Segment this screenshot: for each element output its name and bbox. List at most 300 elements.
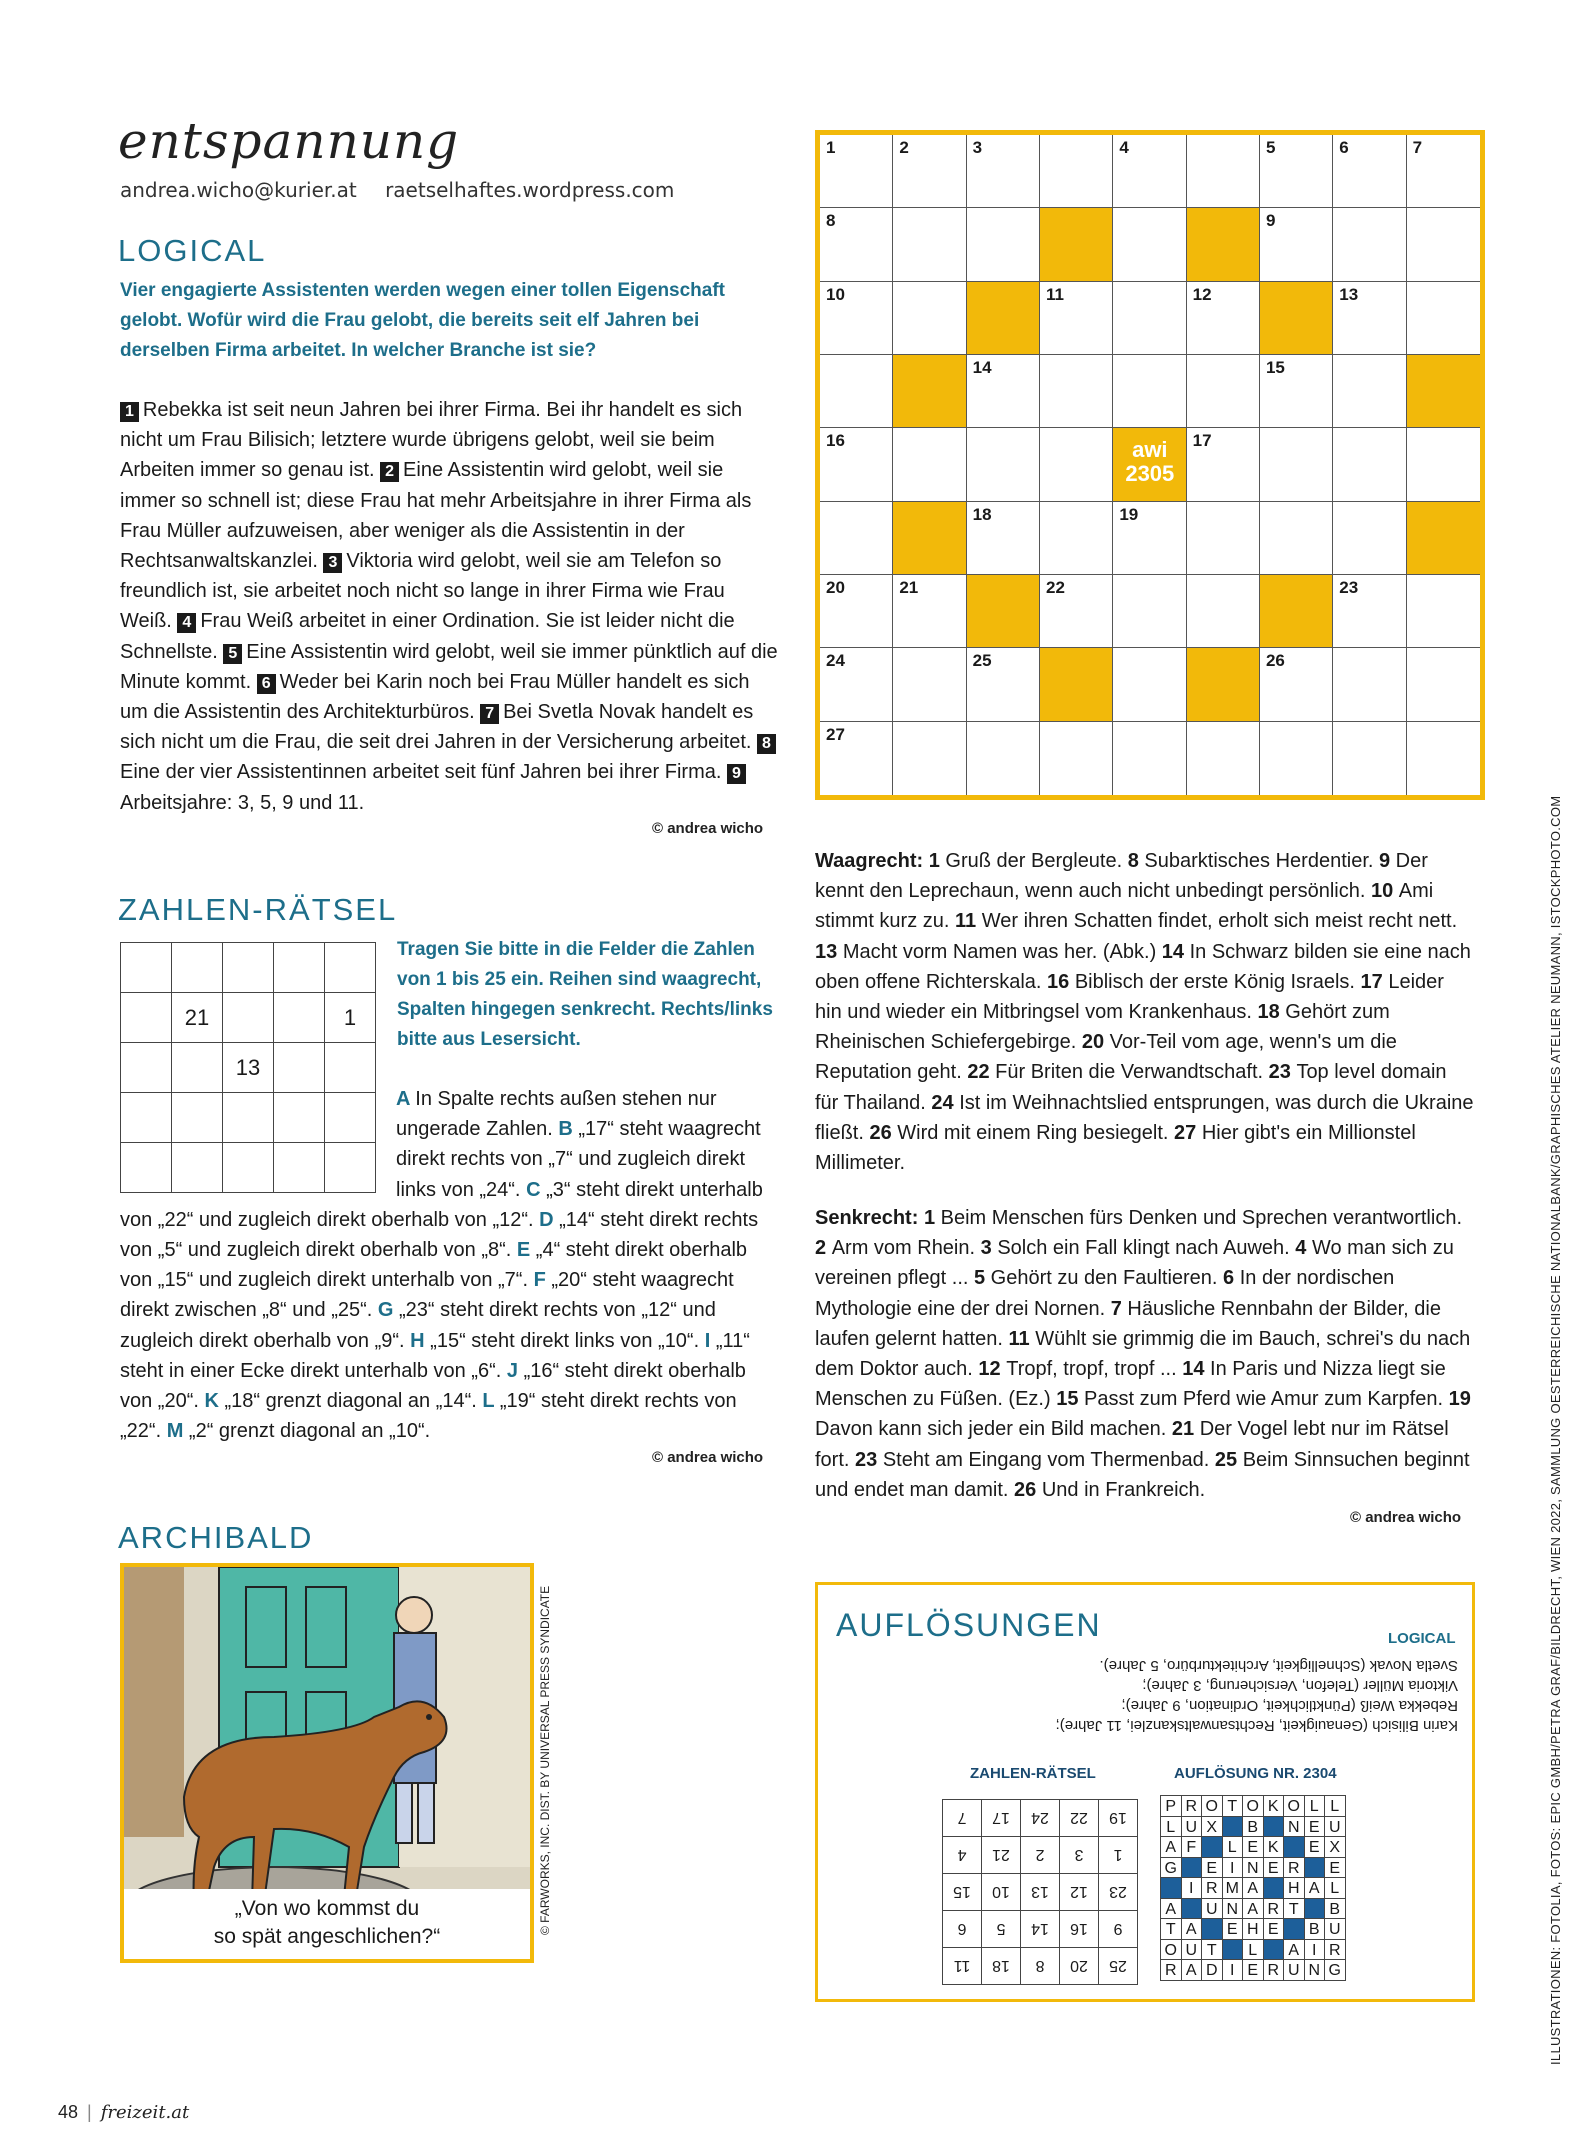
solution-zahlen-cell: 21 xyxy=(981,1836,1021,1874)
crossword-cell[interactable] xyxy=(1113,282,1186,355)
crossword-cell[interactable] xyxy=(1113,575,1186,648)
clue-number: 24 xyxy=(931,1091,960,1114)
crossword-cell[interactable] xyxy=(1407,648,1480,721)
clue-text: Wo man sich zu vereinen pflegt ... xyxy=(815,1237,1454,1290)
cell-number: 24 xyxy=(826,651,845,671)
zahlen-cell[interactable]: 13 xyxy=(222,1042,274,1093)
crossword-cell[interactable] xyxy=(820,502,893,575)
cell-number: 16 xyxy=(826,431,845,451)
crossword-cell[interactable] xyxy=(1113,355,1186,428)
solution-zahlen-cell: 5 xyxy=(981,1910,1021,1948)
clue-number: 27 xyxy=(1174,1121,1202,1144)
solution-zahlen-cell: 6 xyxy=(942,1910,982,1948)
crossword-cell[interactable] xyxy=(1333,135,1406,208)
solution-zahlen-cell: 25 xyxy=(1098,1947,1138,1985)
crossword-cell[interactable] xyxy=(1187,355,1260,428)
solution-block xyxy=(1201,1836,1223,1858)
zahlen-clue-text: „23“ steht direkt rechts von „12“ und zugleich direkt oberhalb von „9“. xyxy=(120,1299,716,1352)
clue-text: Beim Menschen fürs Denken und Sprechen verantwortlich. xyxy=(940,1207,1463,1229)
crossword-cell[interactable] xyxy=(1407,208,1480,281)
logical-title: LOGICAL xyxy=(118,233,267,268)
crossword-grid[interactable] xyxy=(815,130,1485,800)
solution-block xyxy=(1181,1898,1203,1920)
solution-block xyxy=(1263,1939,1285,1961)
logical-clue-text: Eine der vier Assistentinnen arbeitet seit fünf Jahren bei ihrer Firma. xyxy=(120,761,727,784)
solution-letter: X xyxy=(1324,1836,1346,1858)
solution-letter: I xyxy=(1181,1877,1203,1899)
logical-clue-text: Viktoria wird gelobt, weil sie am Telefon so freundlich ist, sie arbeitet noch nicht so lange in ihrer Firma wie Frau Weiß. xyxy=(120,550,725,633)
clue-number: 8 xyxy=(1127,850,1145,872)
crossword-cell[interactable] xyxy=(1407,428,1480,501)
crossword-block xyxy=(1040,648,1113,721)
crossword-cell[interactable] xyxy=(1040,575,1113,648)
clue-number: 4 xyxy=(1295,1237,1312,1260)
solution-zahlen-cell: 20 xyxy=(1059,1947,1099,1985)
zahlen-cell[interactable] xyxy=(120,992,172,1043)
solution-letter: B xyxy=(1304,1918,1326,1940)
crossword-cell[interactable] xyxy=(1040,135,1113,208)
solution-letter: A xyxy=(1181,1959,1203,1981)
crossword-cell[interactable] xyxy=(1333,575,1406,648)
zahlen-clue-text: „16“ steht direkt oberhalb von „20“. xyxy=(120,1359,746,1413)
crossword-cell[interactable] xyxy=(1407,282,1480,355)
clue-number: 14 xyxy=(1161,940,1190,963)
zahlen-copyright: © andrea wicho xyxy=(652,1449,764,1466)
zahlen-clue-text: In Spalte rechts außen stehen nur ungerade Zahlen. xyxy=(396,1088,717,1141)
solution-letter: M xyxy=(1222,1877,1244,1899)
cell-number: 27 xyxy=(826,724,845,744)
clue-number: 1 xyxy=(923,1207,941,1229)
cell-number: 18 xyxy=(972,504,992,524)
solution-zahlen-cell: 16 xyxy=(1059,1910,1099,1948)
clue-number: 2 xyxy=(815,1237,832,1260)
clue-text: Wird mit einem Ring besiegelt. xyxy=(897,1121,1175,1144)
solution-letter: L xyxy=(1160,1816,1182,1838)
solution-block xyxy=(1160,1877,1182,1899)
zahlen-clue-text: „3“ steht direkt unterhalb von „22“ und zugleich direkt oberhalb von „12“. xyxy=(120,1178,763,1231)
cell-number: 13 xyxy=(1339,284,1359,304)
crossword-cell[interactable] xyxy=(1407,575,1480,648)
solution-letter: U xyxy=(1283,1959,1305,1981)
clue-text: Wühlt sie grimmig die im Bauch, schrei's du nach dem Doktor auch. xyxy=(815,1327,1471,1381)
solution-letter: I xyxy=(1304,1939,1326,1961)
clue-text: Solch ein Fall klingt nach Auweh. xyxy=(997,1237,1296,1260)
solution-letter: U xyxy=(1201,1898,1223,1920)
crossword-cell[interactable] xyxy=(1040,282,1113,355)
solution-block xyxy=(1181,1857,1203,1879)
zahlen-title: ZAHLEN-RÄTSEL xyxy=(118,892,398,927)
crossword-cell[interactable] xyxy=(1187,722,1260,795)
clue-text: Wer ihren Schatten findet, erholt sich meist recht nett. xyxy=(981,910,1458,933)
clue-number: 5 xyxy=(973,1267,991,1290)
cell-number: 2 xyxy=(899,138,909,157)
crossword-cell[interactable] xyxy=(1407,722,1480,795)
solution-block xyxy=(1263,1877,1285,1899)
clue-number: 14 xyxy=(1182,1358,1211,1381)
solution-letter: L xyxy=(1222,1836,1244,1858)
crossword-block xyxy=(1260,282,1333,355)
zahlen-cell[interactable] xyxy=(273,942,325,993)
crossword-cell[interactable] xyxy=(1187,135,1260,208)
solution-letter: A xyxy=(1242,1877,1264,1899)
solution-letter: U xyxy=(1324,1816,1346,1838)
solution-letter: P xyxy=(1160,1795,1182,1817)
crossword-block xyxy=(1260,575,1333,648)
solution-line: Rebekka Weiß (Pünktlichkeit, Ordination, 9 Jahre); xyxy=(1121,1697,1458,1714)
logical-clue-number: 3 xyxy=(323,553,342,573)
clue-text: Biblisch der erste König Israels. xyxy=(1074,970,1361,993)
clue-number: 15 xyxy=(1056,1388,1085,1411)
zahlen-clue-key: I xyxy=(704,1329,716,1352)
crossword-cell[interactable] xyxy=(967,355,1040,428)
crossword-cell[interactable] xyxy=(1260,502,1333,575)
clue-number: 26 xyxy=(869,1121,898,1144)
solution-letter: A xyxy=(1283,1939,1305,1961)
zahlen-clue-text: „2“ grenzt diagonal an „10“. xyxy=(188,1420,431,1443)
cell-number: 14 xyxy=(972,357,992,377)
cell-number: 25 xyxy=(972,651,992,671)
crossword-cell[interactable] xyxy=(1040,502,1113,575)
solution-letter: L xyxy=(1304,1795,1326,1817)
clue-number: 19 xyxy=(1448,1388,1471,1411)
crossword-cell[interactable] xyxy=(1260,355,1333,428)
clue-text: Gehört zu den Faultieren. xyxy=(990,1267,1224,1290)
zahlen-clue-key: D xyxy=(539,1208,560,1231)
crossword-cell[interactable] xyxy=(1333,722,1406,795)
clue-text: In der nordischen Mythologie eine der drei Nornen. xyxy=(815,1267,1395,1320)
crossword-cell[interactable] xyxy=(1333,648,1406,721)
solution-letter: R xyxy=(1324,1939,1346,1961)
crossword-block xyxy=(893,355,966,428)
crossword-cell[interactable] xyxy=(893,648,966,721)
crossword-cell[interactable] xyxy=(820,722,893,795)
clue-number: 7 xyxy=(1110,1297,1128,1320)
caption-line-1: „Von wo kommst du xyxy=(234,1897,420,1920)
solution-letter: D xyxy=(1201,1959,1223,1981)
solution-zahlen-cell: 23 xyxy=(1098,1873,1138,1911)
solutions-box xyxy=(815,1582,1475,2002)
cell-number: 22 xyxy=(1045,577,1065,597)
solution-letter: E xyxy=(1324,1857,1346,1879)
clue-number: 6 xyxy=(1223,1267,1240,1290)
clue-number: 13 xyxy=(815,940,843,963)
solution-letter: A xyxy=(1160,1898,1182,1920)
zahlen-clue-text: „17“ steht waagrecht direkt rechts von „7“ und zugleich direkt links von „24“. xyxy=(396,1118,761,1201)
solution-letter: R xyxy=(1283,1857,1305,1879)
logical-clue-number: 7 xyxy=(480,704,499,724)
crossword-cell[interactable] xyxy=(1333,428,1406,501)
solution-letter: I xyxy=(1222,1857,1244,1879)
cell-number: 20 xyxy=(826,577,845,597)
clue-number: 25 xyxy=(1214,1448,1243,1471)
crossword-cell[interactable] xyxy=(1040,722,1113,795)
solution-letter: A xyxy=(1181,1918,1203,1940)
logical-clues xyxy=(120,395,780,818)
crossword-cell[interactable] xyxy=(893,282,966,355)
clue-number: 23 xyxy=(855,1448,883,1471)
crossword-cell[interactable] xyxy=(1113,208,1186,281)
crossword-cell[interactable] xyxy=(1187,575,1260,648)
crossword-cell[interactable] xyxy=(1260,208,1333,281)
logical-clue-text: Arbeitsjahre: 3, 5, 9 und 11. xyxy=(120,791,365,814)
solution-letter: K xyxy=(1263,1836,1285,1858)
cell-number: 3 xyxy=(972,138,983,157)
zahlen-clue-key: K xyxy=(204,1390,225,1413)
solution-zahlen-cell: 3 xyxy=(1059,1836,1099,1874)
solution-letter: I xyxy=(1222,1959,1244,1981)
cell-number: 11 xyxy=(1045,284,1064,304)
zahlen-intro: Tragen Sie bitte in die Felder die Zahlen von 1 bis 25 ein. Reihen sind waagrecht, Spalten hingegen senkrecht. Rechts/links bitte aus Lesersicht. xyxy=(397,939,773,1050)
logical-clue-number: 2 xyxy=(380,462,399,482)
zahlen-clue-text: „20“ steht waagrecht direkt zwischen „8“ und „25“. xyxy=(120,1269,734,1322)
clue-text: Arm vom Rhein. xyxy=(831,1237,981,1260)
clue-text: Ami stimmt kurz zu. xyxy=(815,880,1434,933)
solution-letter: R xyxy=(1263,1959,1285,1981)
zahlen-cell[interactable] xyxy=(273,992,325,1043)
cell-number: 21 xyxy=(899,577,919,597)
crossword-cell[interactable] xyxy=(820,648,893,721)
solution-letter: K xyxy=(1263,1795,1285,1817)
archibald-title: ARCHIBALD xyxy=(118,1520,314,1555)
solutions-prev-label: AUFLÖSUNG NR. 2304 xyxy=(1174,1765,1337,1782)
crossword-cell[interactable] xyxy=(1333,208,1406,281)
solutions-logical-label: LOGICAL xyxy=(1388,1630,1456,1647)
crossword-cell[interactable] xyxy=(1260,135,1333,208)
crossword-cell[interactable] xyxy=(967,722,1040,795)
cell-number: 1 xyxy=(826,138,836,157)
crossword-cell[interactable] xyxy=(1113,502,1186,575)
solution-zahlen-cell: 7 xyxy=(942,1799,982,1837)
solution-letter: A xyxy=(1304,1877,1326,1899)
crossword-cell[interactable] xyxy=(1260,648,1333,721)
cell-number: 4 xyxy=(1119,138,1129,157)
solution-letter: O xyxy=(1201,1795,1223,1817)
clue-number: 1 xyxy=(928,850,946,872)
solution-zahlen-cell: 24 xyxy=(1020,1799,1060,1837)
zahlen-clue-key: M xyxy=(166,1420,189,1443)
senkrecht-clues xyxy=(815,1203,1475,1505)
crossword-cell[interactable] xyxy=(893,428,966,501)
zahlen-clue-key: C xyxy=(526,1178,547,1201)
crossword-block xyxy=(967,575,1040,648)
crossword-cell[interactable] xyxy=(1113,428,1186,501)
solution-letter: T xyxy=(1201,1939,1223,1961)
crossword-cell[interactable] xyxy=(967,648,1040,721)
zahlen-clue-key: J xyxy=(506,1359,524,1382)
website-link[interactable]: raetselhaftes.wordpress.com xyxy=(385,178,675,202)
solution-zahlen-cell: 8 xyxy=(1020,1947,1060,1985)
solution-letter: B xyxy=(1324,1898,1346,1920)
clue-text: In Paris und Nizza liegt sie Menschen zu Füßen. (Ez.) xyxy=(815,1358,1446,1411)
crossword-cell[interactable] xyxy=(1040,355,1113,428)
crossword-cell[interactable] xyxy=(1113,722,1186,795)
solution-zahlen-cell: 13 xyxy=(1020,1873,1060,1911)
zahlen-cell[interactable]: 1 xyxy=(324,992,376,1043)
zahlen-clue-text: „14“ steht direkt rechts von „5“ und zugleich direkt oberhalb von „8“. xyxy=(120,1208,759,1262)
clue-text: Häusliche Rennbahn der Bilder, die laufen gelernt hatten. xyxy=(815,1297,1441,1350)
crossword-cell[interactable] xyxy=(820,355,893,428)
crossword-cell[interactable] xyxy=(1187,428,1260,501)
solution-letter: T xyxy=(1160,1918,1182,1940)
cell-number: 9 xyxy=(1265,211,1276,231)
solution-letter: N xyxy=(1222,1898,1244,1920)
crossword-cell[interactable] xyxy=(1407,135,1480,208)
crossword-cell[interactable] xyxy=(1187,502,1260,575)
code-line-1: awi xyxy=(1132,437,1168,463)
zahlen-cell[interactable] xyxy=(324,942,376,993)
crossword-block xyxy=(1187,648,1260,721)
zahlen-cell[interactable] xyxy=(171,942,223,993)
solutions-zahlen-grid xyxy=(938,1795,1138,1985)
solutions-prev-grid xyxy=(1160,1795,1350,1985)
crossword-block xyxy=(1407,502,1480,575)
solution-letter: G xyxy=(1160,1857,1182,1879)
solutions-logical-text xyxy=(1008,1655,1458,1735)
clue-number: 17 xyxy=(1360,970,1389,993)
side-credit: ILLUSTRATIONEN: FOTOLIA, FOTOS: EPIC GMBH/PETRA GRAF/BILDRECHT, WIEN 2022, SAMMLUNG OESTERREICHISCHE NATIONALBANK/GRAPHISCHES ATELIER NEUMANN, ISTOCKPHOTO.COM xyxy=(1548,795,1563,2065)
solution-block xyxy=(1304,1857,1326,1879)
zahlen-cell[interactable] xyxy=(222,942,274,993)
solution-letter: R xyxy=(1181,1795,1203,1817)
solution-letter: E xyxy=(1304,1836,1326,1858)
solution-letter: R xyxy=(1263,1898,1285,1920)
crossword-cell[interactable] xyxy=(820,282,893,355)
grid-spacer xyxy=(120,1084,396,1202)
logical-clue-number: 1 xyxy=(120,402,139,422)
crossword-cell[interactable] xyxy=(893,722,966,795)
solutions-title: AUFLÖSUNGEN xyxy=(836,1607,1102,1643)
crossword-cell[interactable] xyxy=(1260,722,1333,795)
clue-text: Gruß der Bergleute. xyxy=(945,850,1128,872)
crossword-cell[interactable] xyxy=(1113,648,1186,721)
zahlen-clue-key: B xyxy=(558,1118,579,1141)
cell-number: 26 xyxy=(1265,651,1285,671)
clue-text: Und in Frankreich. xyxy=(1041,1478,1206,1501)
cell-number: 10 xyxy=(826,284,845,304)
crossword-cell[interactable] xyxy=(1113,135,1186,208)
crossword-cell[interactable] xyxy=(820,135,893,208)
crossword-cell[interactable] xyxy=(967,502,1040,575)
crossword-cell[interactable] xyxy=(893,208,966,281)
cell-number: 17 xyxy=(1192,431,1212,451)
zahlen-clue-key: E xyxy=(516,1239,536,1262)
solution-letter: L xyxy=(1324,1795,1346,1817)
crossword-cell[interactable] xyxy=(893,575,966,648)
clue-text: Gehört zum Rheinischen Schiefergebirge. xyxy=(815,1001,1390,1054)
zahlen-cell[interactable] xyxy=(120,942,172,993)
solution-letter: L xyxy=(1324,1877,1346,1899)
crossword-code xyxy=(1113,438,1186,486)
solution-zahlen-cell: 1 xyxy=(1098,1836,1138,1874)
cartoon-credit: © FARWORKS, INC. DIST. BY UNIVERSAL PRESS SYNDICATE xyxy=(538,1585,552,1935)
cell-number: 12 xyxy=(1192,284,1212,304)
solution-letter: T xyxy=(1283,1898,1305,1920)
clue-text: Subarktisches Herdentier. xyxy=(1144,850,1379,872)
clue-text: Steht am Eingang vom Thermenbad. xyxy=(882,1448,1215,1471)
crossword-cell[interactable] xyxy=(1187,282,1260,355)
zahlen-cell[interactable] xyxy=(222,992,274,1043)
solution-letter: B xyxy=(1242,1816,1264,1838)
solution-block xyxy=(1201,1918,1223,1940)
cell-number: 15 xyxy=(1265,357,1285,377)
solution-block xyxy=(1304,1898,1326,1920)
clue-number: 20 xyxy=(1081,1031,1110,1054)
crossword-cell[interactable] xyxy=(893,135,966,208)
solution-block xyxy=(1263,1816,1285,1838)
clue-text: Beim Sinnsuchen beginnt und endet man damit. xyxy=(815,1448,1470,1501)
solution-letter: O xyxy=(1160,1939,1182,1961)
solution-letter: T xyxy=(1222,1795,1244,1817)
clue-number: 12 xyxy=(978,1358,1007,1381)
crossword-cell[interactable] xyxy=(820,575,893,648)
clue-text: In Schwarz bilden sie eine nach oben offene Richterskala. xyxy=(815,940,1471,993)
page-number: 48 xyxy=(58,2102,79,2122)
logical-clue-text: Bei Svetla Novak handelt es sich nicht um die Frau, die seit drei Jahren in der Versicherung arbeitet. xyxy=(120,701,757,754)
solution-letter: E xyxy=(1263,1918,1285,1940)
logical-intro: Vier engagierte Assistenten werden wegen einer tollen Eigenschaft gelobt. Wofür wird die Frau gelobt, die bereits seit elf Jahren bei derselben Firma arbeitet. In welcher Branche ist sie? xyxy=(120,280,726,361)
crossword-cell[interactable] xyxy=(820,428,893,501)
solution-block xyxy=(1222,1816,1244,1838)
crossword-cell[interactable] xyxy=(967,135,1040,208)
clue-text: Hier gibt's ein Millionstel Millimeter. xyxy=(815,1121,1416,1175)
crossword-cell[interactable] xyxy=(1333,282,1406,355)
clue-text: Für Briten die Verwandtschaft. xyxy=(995,1061,1269,1084)
solution-block xyxy=(1283,1836,1305,1858)
crossword-block xyxy=(1187,208,1260,281)
logical-clue-number: 4 xyxy=(177,613,196,633)
solution-line: Karin Bilisich (Genauigkeit, Rechtsanwaltskanzlei, 11 Jahre); xyxy=(1055,1717,1458,1734)
archibald-cartoon xyxy=(120,1563,534,1963)
crossword-cell[interactable] xyxy=(1333,502,1406,575)
section-brand: entspannung xyxy=(118,112,460,170)
crossword-cell[interactable] xyxy=(967,208,1040,281)
clue-text: Davon kann sich jeder ein Bild machen. xyxy=(815,1418,1172,1441)
solution-letter: R xyxy=(1160,1959,1182,1981)
crossword-block xyxy=(893,502,966,575)
crossword-cell[interactable] xyxy=(1040,428,1113,501)
logical-clue-number: 6 xyxy=(257,674,276,694)
zahlen-clue-key: L xyxy=(482,1390,500,1413)
solution-letter: E xyxy=(1304,1816,1326,1838)
clue-number: 26 xyxy=(1014,1478,1042,1501)
crossword-cell[interactable] xyxy=(1333,355,1406,428)
logical-clue-text: Weder bei Karin noch bei Frau Müller handelt es sich um die Assistentin des Architekturbüros. xyxy=(120,670,750,724)
crossword-cell[interactable] xyxy=(967,428,1040,501)
crossword-block xyxy=(1040,208,1113,281)
solution-zahlen-cell: 17 xyxy=(981,1799,1021,1837)
logical-clue-number: 8 xyxy=(757,734,776,754)
crossword-cell[interactable] xyxy=(1260,428,1333,501)
solution-block xyxy=(1222,1939,1244,1961)
crossword-cell[interactable] xyxy=(820,208,893,281)
clue-number: 23 xyxy=(1268,1061,1297,1084)
solution-letter: H xyxy=(1242,1918,1264,1940)
page-footer: 48 | freizeit.at xyxy=(58,2102,190,2123)
solution-letter: E xyxy=(1242,1959,1264,1981)
solution-letter: N xyxy=(1283,1816,1305,1838)
solution-letter: E xyxy=(1263,1857,1285,1879)
solution-letter: O xyxy=(1283,1795,1305,1817)
zahlen-cell[interactable]: 21 xyxy=(171,992,223,1043)
solution-letter: F xyxy=(1181,1836,1203,1858)
cell-number: 7 xyxy=(1412,138,1423,157)
cell-number: 19 xyxy=(1119,504,1139,524)
cell-number: 23 xyxy=(1339,577,1359,597)
solution-zahlen-cell: 4 xyxy=(942,1836,982,1874)
code-line-2: 2305 xyxy=(1125,461,1175,487)
solution-zahlen-cell: 18 xyxy=(981,1947,1021,1985)
email-link[interactable]: andrea.wicho@kurier.at xyxy=(120,178,357,202)
